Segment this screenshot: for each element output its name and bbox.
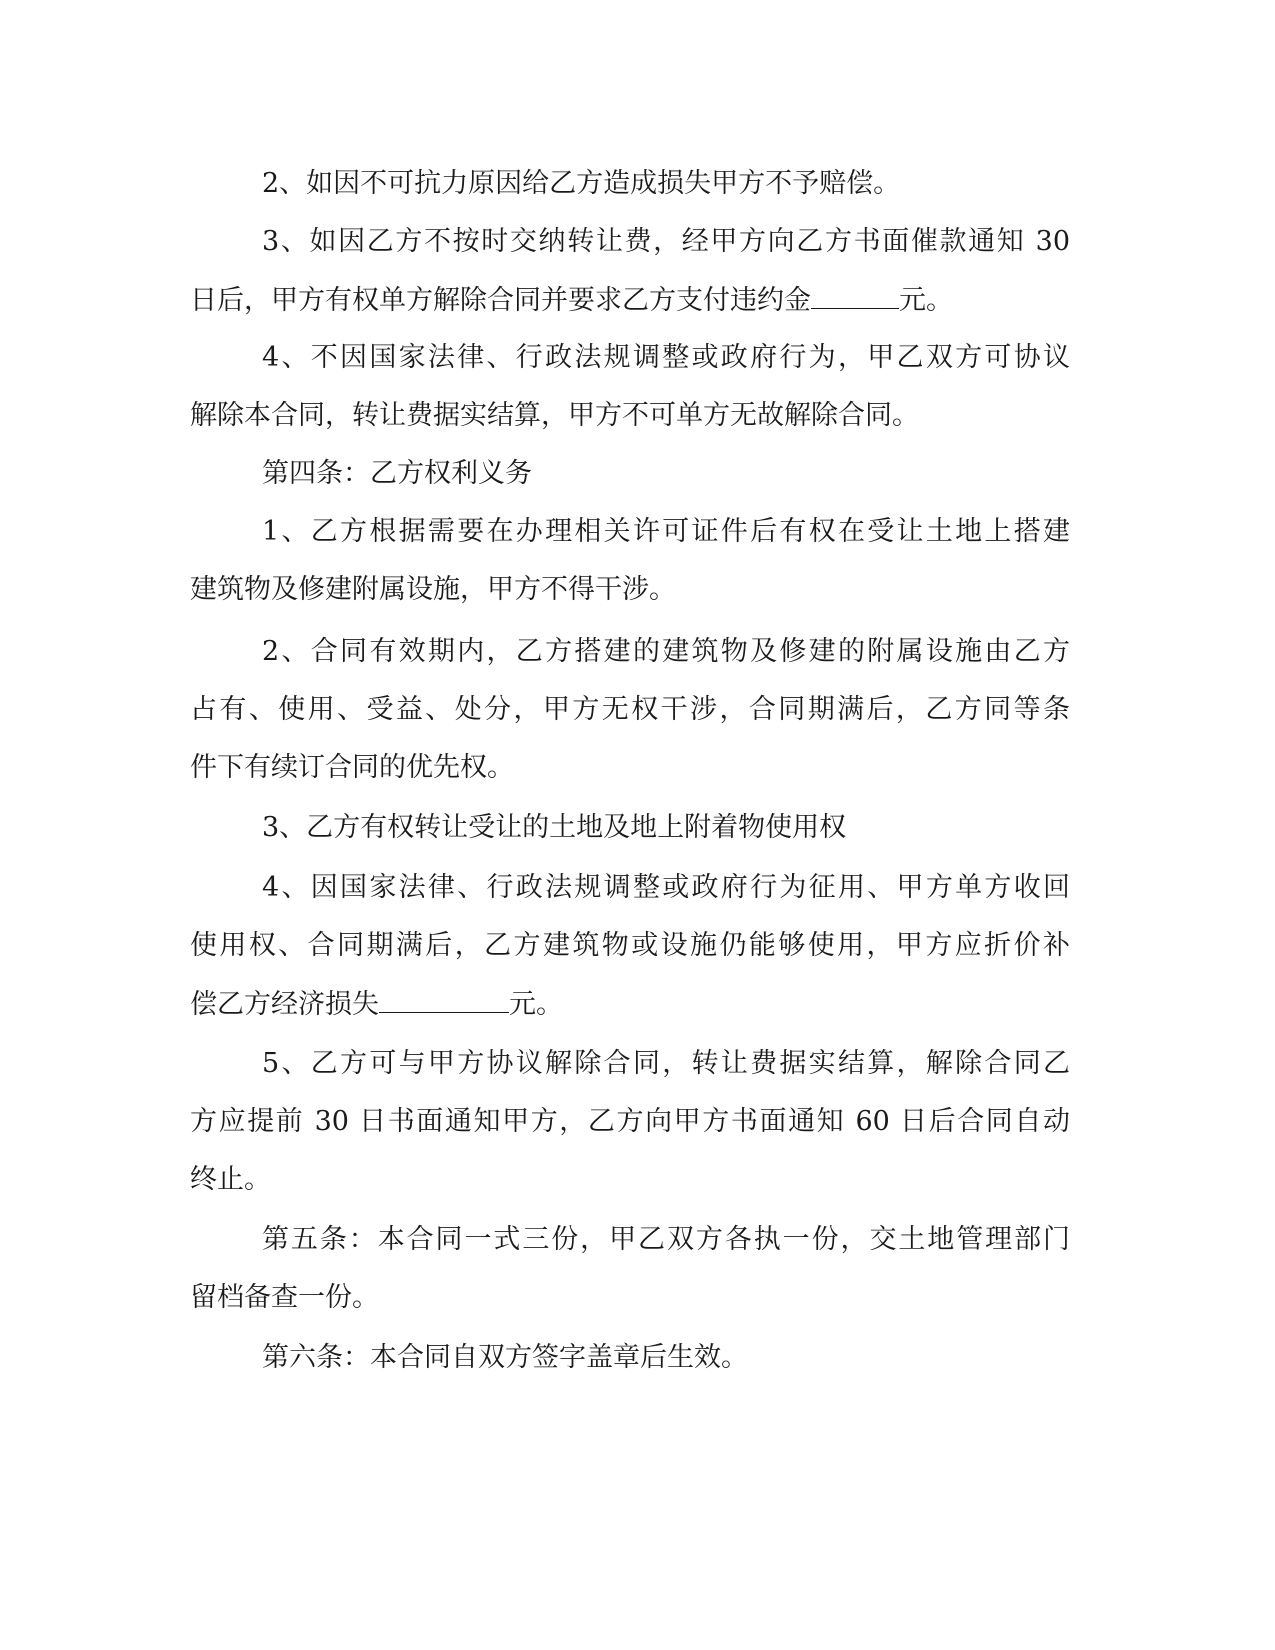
clause-3-item-4-line-1	[262, 336, 1070, 380]
clause-4-item-3	[262, 806, 1070, 850]
text-line: 元。	[509, 989, 563, 1020]
text-line: 第五条：本合同一式三份，甲乙双方各执一份，交土地管理部门	[262, 1224, 1070, 1255]
clause-4-item-2-line-1	[262, 630, 1070, 674]
clause-4-item-5-line-2	[190, 1100, 1070, 1144]
text-line: 终止。	[190, 1164, 271, 1195]
clause-4-item-5-line-1	[262, 1042, 1070, 1086]
clause-4-item-1-line-2	[190, 568, 1070, 612]
text-line: 使用权、合同期满后，乙方建筑物或设施仍能够使用，甲方应折价补	[190, 930, 1070, 961]
text-line: 建筑物及修建附属设施，甲方不得干涉。	[190, 574, 676, 605]
text-line: 方应提前 30 日书面通知甲方，乙方向甲方书面通知 60 日后合同自动	[190, 1106, 1070, 1137]
text-line: 件下有续订合同的优先权。	[190, 752, 514, 783]
clause-3-item-3-line-2	[190, 278, 1070, 322]
text-line: 第六条：本合同自双方签字盖章后生效。	[262, 1342, 748, 1373]
text-line: 偿乙方经济损失	[190, 989, 379, 1020]
text-line: 4、因国家法律、行政法规调整或政府行为征用、甲方单方收回	[262, 872, 1070, 903]
text-line: 日后，甲方有权单方解除合同并要求乙方支付违约金	[190, 285, 811, 316]
clause-4-item-4-line-1	[262, 866, 1070, 910]
clause-3-item-3-line-1	[262, 220, 1070, 264]
text-line: 第四条：乙方权利义务	[262, 458, 532, 489]
text-line: 占有、使用、受益、处分，甲方无权干涉，合同期满后，乙方同等条	[190, 694, 1070, 725]
text-line: 1、乙方根据需要在办理相关许可证件后有权在受让土地上搭建	[262, 516, 1070, 547]
penalty-amount-blank	[811, 278, 899, 309]
clause-5-line-2	[190, 1276, 1070, 1320]
clause-4-item-1-line-1	[262, 510, 1070, 554]
clause-5-line-1	[262, 1218, 1070, 1262]
clause-4-item-2-line-3	[190, 746, 1070, 790]
clause-4-item-4-line-2	[190, 924, 1070, 968]
clause-3-item-2	[262, 162, 1070, 206]
text-line: 2、如因不可抗力原因给乙方造成损失甲方不予赔偿。	[262, 168, 901, 199]
text-line: 解除本合同，转让费据实结算，甲方不可单方无故解除合同。	[190, 400, 919, 431]
clause-4-heading	[262, 452, 1070, 496]
compensation-amount-blank	[379, 982, 509, 1013]
clause-4-item-2-line-2	[190, 688, 1070, 732]
clause-4-item-4-line-3	[190, 982, 1070, 1026]
text-line: 3、如因乙方不按时交纳转让费，经甲方向乙方书面催款通知 30	[262, 226, 1070, 257]
clause-4-item-5-line-3	[190, 1158, 1070, 1202]
text-line: 4、不因国家法律、行政法规调整或政府行为，甲乙双方可协议	[262, 342, 1070, 373]
text-line: 5、乙方可与甲方协议解除合同，转让费据实结算，解除合同乙	[262, 1048, 1070, 1079]
text-line: 元。	[899, 285, 953, 316]
text-line: 2、合同有效期内，乙方搭建的建筑物及修建的附属设施由乙方	[262, 636, 1070, 667]
text-line: 3、乙方有权转让受让的土地及地上附着物使用权	[262, 812, 847, 843]
text-line: 留档备查一份。	[190, 1282, 379, 1313]
clause-3-item-4-line-2	[190, 394, 1070, 438]
clause-6	[262, 1336, 1070, 1380]
